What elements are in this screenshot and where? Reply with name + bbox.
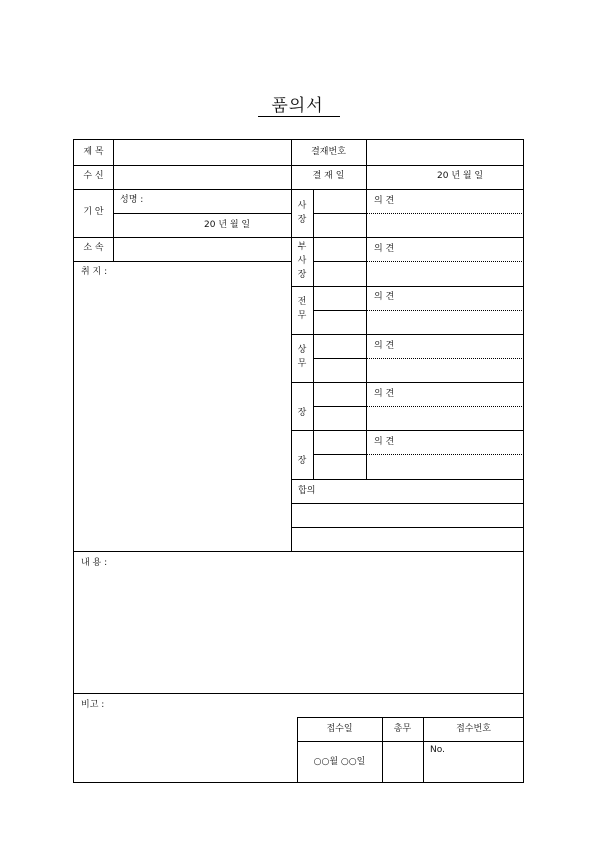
receipt-line — [297, 717, 524, 718]
label-approval-no: 결재번호 — [311, 147, 346, 157]
row-line — [291, 382, 524, 383]
row-line — [74, 261, 291, 262]
label-subject: 제 목 — [83, 147, 104, 157]
row-line — [291, 479, 524, 480]
receipt-dept-header: 총무 — [393, 724, 412, 734]
approver-role: 상 무 — [297, 345, 307, 369]
label-approval-date: 결 재 일 — [312, 171, 345, 181]
approval-date-value: 20 년 월 일 — [437, 171, 484, 181]
opinion-label: 의 견 — [374, 292, 395, 302]
cell-line — [313, 310, 366, 311]
approver-role: 사 장 — [297, 201, 307, 225]
cell-line — [313, 406, 366, 407]
label-dept: 소 속 — [83, 243, 104, 253]
opinion-label: 의 견 — [374, 389, 395, 399]
draft-date: 20 년 월 일 — [204, 220, 251, 230]
title-underline — [258, 116, 340, 117]
label-recipient: 수 신 — [83, 171, 104, 181]
col-line — [366, 189, 367, 479]
row-line — [74, 551, 524, 552]
page-title: 품의서 — [271, 96, 324, 116]
cell-line — [313, 454, 366, 455]
label-purpose: 취 지 : — [81, 267, 108, 277]
approver-role: 장 — [297, 456, 307, 466]
approver-role: 부 사 장 — [297, 242, 307, 280]
row-line — [74, 693, 524, 694]
opinion-line — [366, 454, 524, 455]
receipt-number-value: No. — [430, 745, 445, 755]
row-line — [291, 503, 524, 504]
cell-line — [313, 358, 366, 359]
approval-form — [73, 139, 524, 783]
row-line — [74, 189, 524, 190]
col-line — [291, 140, 292, 551]
row-line — [74, 165, 524, 166]
cell-line — [313, 213, 366, 214]
opinion-label: 의 견 — [374, 196, 395, 206]
opinion-line — [366, 358, 524, 359]
opinion-line — [366, 261, 524, 262]
col-line — [313, 189, 314, 479]
label-agree: 합의 — [298, 486, 316, 496]
label-name: 성명 : — [120, 195, 144, 205]
cell-line — [313, 261, 366, 262]
receipt-number-header: 접수번호 — [456, 724, 491, 734]
opinion-line — [366, 406, 524, 407]
opinion-label: 의 견 — [374, 437, 395, 447]
opinion-label: 의 견 — [374, 341, 395, 351]
label-content: 내 용 : — [81, 558, 108, 568]
label-drafter: 기 안 — [83, 207, 104, 217]
row-line — [74, 237, 524, 238]
receipt-line — [297, 741, 524, 742]
col-line — [366, 140, 367, 189]
row-line — [291, 527, 524, 528]
approver-role: 장 — [297, 408, 307, 418]
opinion-line — [366, 213, 524, 214]
row-line — [291, 430, 524, 431]
opinion-label: 의 견 — [374, 244, 395, 254]
approver-role: 전 무 — [297, 297, 307, 321]
col-line — [113, 140, 114, 261]
receipt-date-header: 접수일 — [326, 724, 353, 734]
label-remarks: 비고 : — [81, 700, 105, 710]
row-line — [113, 213, 291, 214]
receipt-date-value: ○○월 ○○일 — [313, 757, 366, 767]
opinion-line — [366, 310, 524, 311]
row-line — [291, 334, 524, 335]
row-line — [291, 286, 524, 287]
